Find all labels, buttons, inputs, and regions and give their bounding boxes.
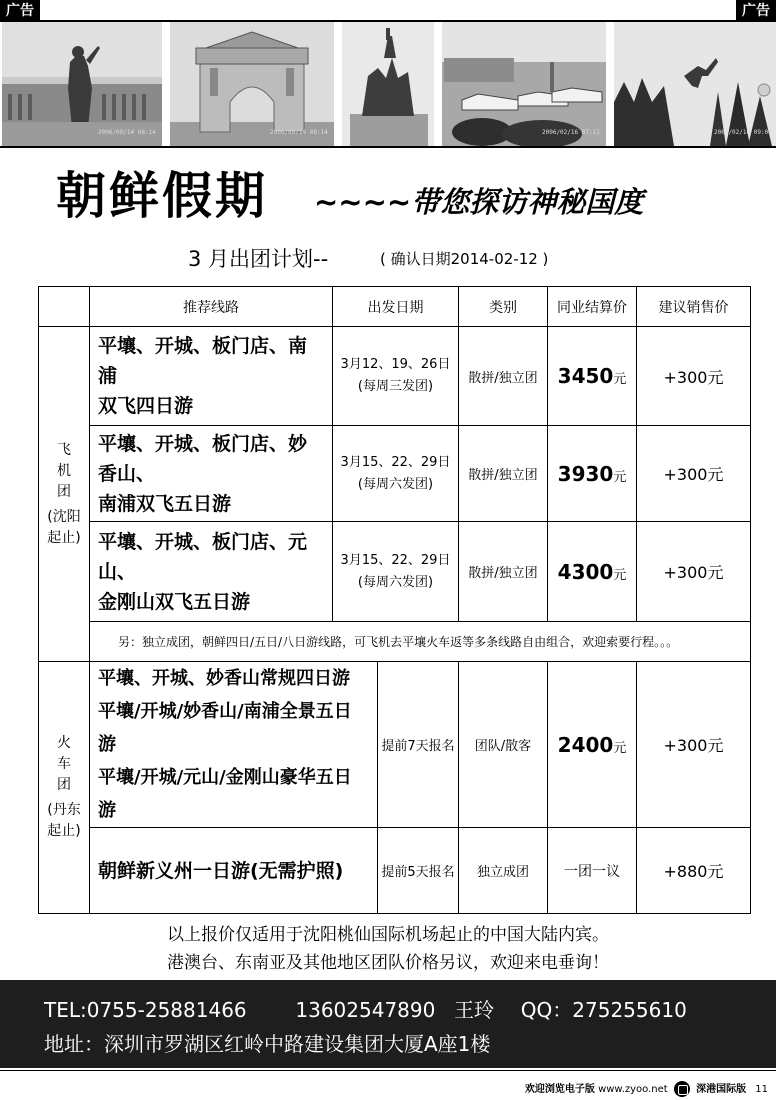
route-line: 平壤/开城/妙香山/南浦全景五日游 <box>98 701 352 755</box>
group-char: 飞 <box>57 441 71 458</box>
plan-heading: 3 月出团计划-- <box>188 247 329 271</box>
table-row <box>39 828 751 914</box>
statue-photo <box>2 22 162 146</box>
confirm-date: ( 确认日期2014-02-12 ) <box>380 250 549 268</box>
table-row <box>39 426 751 522</box>
suggest-price-cell: +300元 <box>637 522 751 622</box>
flight-note: 另：独立成团，朝鲜四日/五日/八日游线路，可飞机去平壤火车返等多条线路自由组合，欢迎索要行程。。。 <box>90 622 751 662</box>
date-line: 3月15、22、29日 <box>340 552 451 568</box>
footer-welcome: 欢迎浏览电子版 <box>524 1084 595 1095</box>
trade-price-cell <box>548 327 637 426</box>
suggest-price-cell: +300元 <box>637 662 751 828</box>
category-cell: 独立成团 <box>459 828 548 914</box>
price-unit: 元 <box>613 740 627 756</box>
mobile-number: 13602547890 <box>295 998 436 1022</box>
table-row <box>39 522 751 622</box>
header-trade-price: 同业结算价 <box>548 287 637 327</box>
category-cell: 团队/散客 <box>459 662 548 828</box>
route-cell <box>90 426 333 522</box>
category-cell: 散拼/独立团 <box>459 327 548 426</box>
price-unit: 元 <box>613 567 627 583</box>
header-route: 推荐线路 <box>90 287 333 327</box>
date-note: (每周六发团) <box>357 574 434 590</box>
table-row <box>39 327 751 426</box>
price-value: 4300 <box>557 559 614 584</box>
contact-phone-row <box>44 994 687 1023</box>
header-blank <box>39 287 90 327</box>
tel-number: TEL:0755-25881466 <box>44 998 247 1022</box>
price-unit: 元 <box>613 469 627 485</box>
arch-photo <box>170 22 334 146</box>
route-line: 平壤、开城、板门店、南浦 <box>98 335 308 387</box>
footer-note-1: 以上报价仅适用于沈阳桃仙国际机场起止的中国大陆内宾。 <box>167 925 609 945</box>
route-line: 双飞四日游 <box>98 395 194 417</box>
photo-stamp: 2006/02/16 09:04 <box>714 129 772 136</box>
route-cell <box>90 327 333 426</box>
table-row <box>39 662 751 828</box>
ad-label-right: 广告 <box>736 0 776 22</box>
page-footer <box>525 1080 768 1097</box>
footer-site[interactable]: www.zyoo.net <box>598 1084 668 1095</box>
route-line: 朝鲜新义州一日游(无需护照) <box>98 859 344 882</box>
monument-photo <box>342 22 434 146</box>
page-number: 11 <box>755 1084 768 1095</box>
route-cell <box>90 662 378 828</box>
date-cell: 提前7天报名 <box>378 662 459 828</box>
tour-table <box>38 286 751 914</box>
route-line: 平壤、开城、板门店、妙香山、 <box>98 432 308 485</box>
group-char: 车 <box>57 756 71 772</box>
trade-price-cell <box>548 662 637 828</box>
footer-edition: 深港国际版 <box>696 1084 747 1095</box>
trade-price-cell <box>548 828 637 914</box>
date-note: (每周六发团) <box>357 476 434 492</box>
group-char: 团 <box>57 483 71 500</box>
date-line: 3月15、22、29日 <box>340 454 451 470</box>
note-row <box>39 622 751 662</box>
category-cell: 散拼/独立团 <box>459 426 548 522</box>
route-line: 平壤、开城、妙香山常规四日游 <box>98 668 350 689</box>
bottom-rule <box>0 1070 776 1071</box>
publication-logo-icon <box>674 1081 690 1097</box>
price-value: 一团一议 <box>564 863 620 880</box>
buildings-photo <box>442 22 606 146</box>
group-train <box>39 662 90 914</box>
date-cell <box>333 426 459 522</box>
trade-price-cell <box>548 522 637 622</box>
page-title: 朝鲜假期 <box>56 167 268 225</box>
route-line: 南浦双飞五日游 <box>98 492 232 515</box>
trade-price-cell <box>548 426 637 522</box>
subtitle: ~~~~带您探访神秘国度 <box>314 185 644 219</box>
group-char: 火 <box>57 735 71 751</box>
table-header-row <box>39 287 751 327</box>
price-unit: 元 <box>613 372 627 387</box>
suggest-price-cell: +880元 <box>637 828 751 914</box>
contact-bar <box>0 980 776 1068</box>
contact-person: 王玲 <box>454 998 495 1022</box>
suggest-price-cell: +300元 <box>637 426 751 522</box>
header-category: 类别 <box>459 287 548 327</box>
route-line: 平壤、开城、板门店、元山、 <box>98 530 308 583</box>
category-cell: 散拼/独立团 <box>459 522 548 622</box>
route-line: 金刚山双飞五日游 <box>98 590 251 613</box>
group-flight <box>39 327 90 662</box>
ad-label-left: 广告 <box>0 0 40 22</box>
header-date: 出发日期 <box>333 287 459 327</box>
qq-number: QQ：275255610 <box>520 998 687 1022</box>
photo-stamp: 2006/02/16 07:11 <box>542 129 600 136</box>
strip-rule <box>0 146 776 148</box>
group-sub: (沈阳起止) <box>47 508 81 546</box>
group-char: 机 <box>57 462 71 479</box>
date-cell <box>333 327 459 426</box>
suggest-price-cell: +300元 <box>637 327 751 426</box>
photo-strip <box>0 22 776 146</box>
date-cell <box>333 522 459 622</box>
photo-stamp: 2006/09/14 08:14 <box>270 129 328 136</box>
route-line: 平壤/开城/元山/金刚山豪华五日游 <box>98 767 352 821</box>
group-sub: (丹东起止) <box>47 802 81 839</box>
route-cell <box>90 828 378 914</box>
trees-photo <box>614 22 776 146</box>
date-note: (每周三发团) <box>357 379 434 394</box>
price-value: 3930 <box>557 461 614 486</box>
date-line: 3月12、19、26日 <box>340 357 451 372</box>
date-cell: 提前5天报名 <box>378 828 459 914</box>
footer-note-2: 港澳台、东南亚及其他地区团队价格另议，欢迎来电垂询！ <box>167 953 609 973</box>
price-value: 3450 <box>557 364 614 388</box>
photo-stamp: 2006/09/14 08:14 <box>98 129 156 136</box>
route-cell <box>90 522 333 622</box>
price-value: 2400 <box>557 732 614 757</box>
contact-address: 地址：深圳市罗湖区红岭中路建设集团大厦A座1楼 <box>44 1032 491 1056</box>
header-suggest-price: 建议销售价 <box>637 287 751 327</box>
group-char: 团 <box>57 777 71 793</box>
